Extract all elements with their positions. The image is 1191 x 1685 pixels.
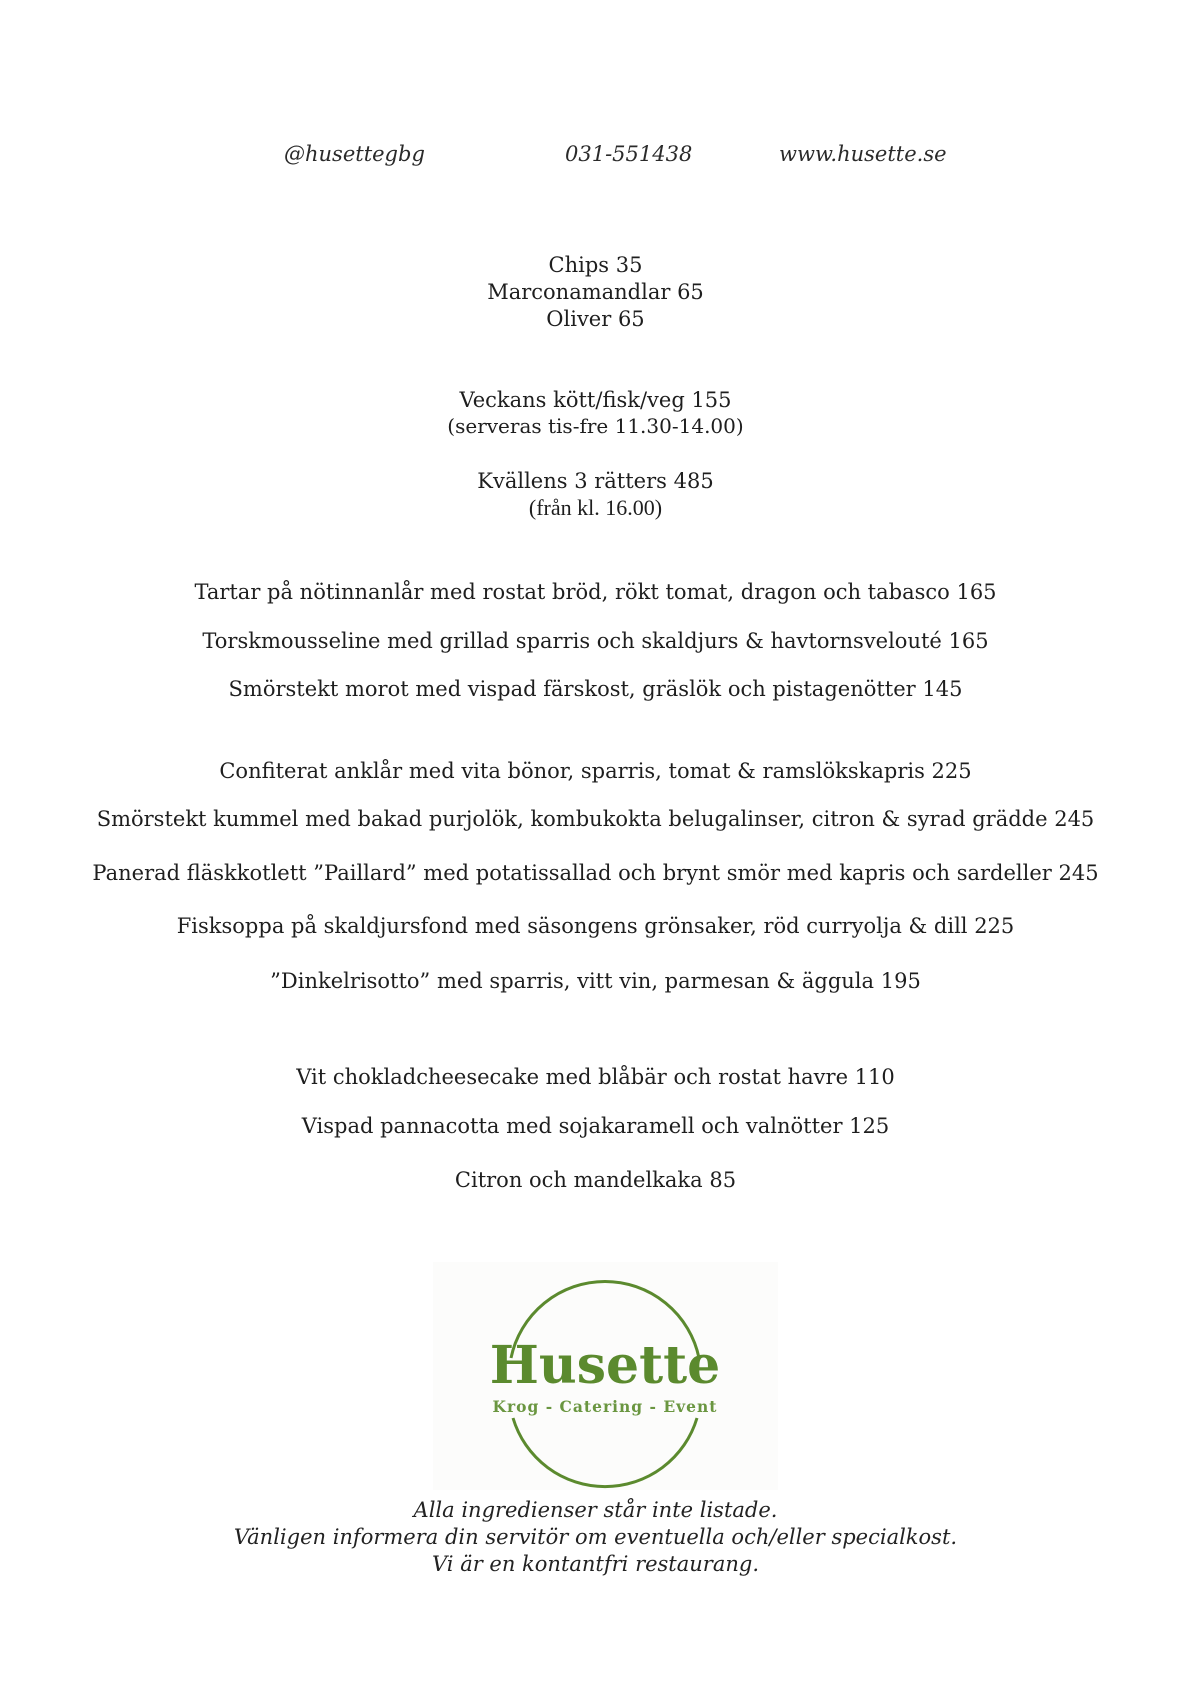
footer-line: Vi är en kontantfri restaurang. [432,1552,759,1576]
snack-item: Marconamandlar 65 [487,280,704,304]
logo-graphic [433,1262,778,1490]
dinner-title: Kvällens 3 rätters 485 [477,469,714,493]
lunch-title: Veckans kött/fisk/veg 155 [459,388,732,412]
husette-logo [433,1262,778,1490]
footer-line: Alla ingredienser står inte listade. [413,1498,778,1522]
main-item: Fisksoppa på skaldjursfond med säsongens grönsaker, röd curryolja & dill 225 [176,914,1015,938]
main-item: Confiterat anklår med vita bönor, sparris, tomat & ramslökskapris 225 [219,759,972,783]
starter-item: Torskmousseline med grillad sparris och skaldjurs & havtornsvelouté 165 [202,629,989,653]
logo-wordmark: Husette [489,1335,721,1396]
starter-item: Tartar på nötinnanlår med rostat bröd, rökt tomat, dragon och tabasco 165 [194,580,997,604]
instagram-handle[interactable]: @husettegbg [284,142,425,166]
starter-item: Smörstekt morot med vispad färskost, gräslök och pistagenötter 145 [228,677,963,701]
main-item: Panerad fläskkotlett ”Paillard” med potatissallad och brynt smör med kapris och sardeller 245 [92,861,1099,885]
phone-number[interactable]: 031-551438 [565,142,693,166]
lunch-note: (serveras tis-fre 11.30-14.00) [447,414,744,438]
dinner-note: (från kl. 16.00) [528,495,663,520]
snack-item: Chips 35 [548,253,643,277]
dessert-item: Citron och mandelkaka 85 [454,1168,737,1192]
website-link[interactable]: www.husette.se [779,142,947,166]
dessert-item: Vispad pannacotta med sojakaramell och valnötter 125 [301,1114,890,1138]
snack-item: Oliver 65 [546,307,645,331]
footer-line: Vänligen informera din servitör om eventuella och/eller specialkost. [233,1525,958,1549]
main-item: Smörstekt kummel med bakad purjolök, kombukokta belugalinser, citron & syrad grädde 245 [96,807,1095,831]
logo-ring-bottom [513,1418,697,1487]
main-item: ”Dinkelrisotto” med sparris, vitt vin, parmesan & äggula 195 [270,969,921,993]
logo-tagline: Krog - Catering - Event [492,1397,718,1416]
dessert-item: Vit chokladcheesecake med blåbär och rostat havre 110 [296,1065,895,1089]
